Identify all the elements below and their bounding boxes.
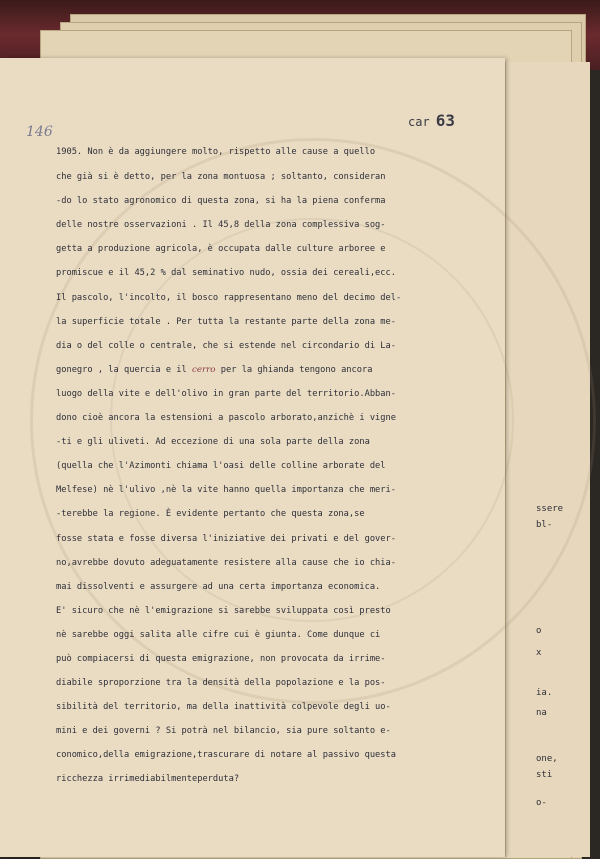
text-line: fosse stata e fosse diversa l'iniziative dei privati e del gover- [56,533,396,544]
text-line: dono cioè ancora la estensioni a pascolo arborato,anzichè i vigne [56,413,396,424]
fragment: ssere [536,504,564,514]
text-line: E' sicuro che nè l'emigrazione si sarebbe sviluppata così presto [56,605,391,616]
text-line: nè sarebbe oggi salita alle cifre cui è giunta. Come dunque ci [56,629,381,640]
fragment: bl- [536,520,553,530]
text-line-end: per la ghianda tengono ancora [215,364,373,375]
typed-text-block [56,140,476,792]
fragment: sti [536,770,553,780]
text-line: 1905. Non è da aggiungere molto, rispetto alle cause a quello [56,147,376,157]
text-line [56,358,476,382]
fragment: ia. [536,688,553,698]
text-line: la superficie totale . Per tutta la restante parte della zona me- [56,316,396,327]
text-line: no,avrebbe dovuto adeguatamente resistere alla cause che io chia- [56,557,396,568]
fragment: x [536,648,542,658]
text-line: conomico,della emigrazione,trascurare di notare al passivo questa [56,750,396,761]
fragment: one, [536,754,558,764]
text-line: mini e dei governi ? Si potrà nel bilancio, sia pure soltanto e- [56,726,391,737]
page-number [408,111,455,130]
handwritten-insert: cerro [192,364,216,375]
text-line-start: gonegro , la quercia e il [56,364,192,375]
text-line: sibilità del territorio, ma della inattività colpevole degli uo- [56,702,391,713]
page-number-value: 63 [435,111,455,130]
text-line: (quella che l'Azimonti chiama l'oasi delle colline arborate del [56,461,386,472]
text-line: luogo della vite e dell'olivo in gran parte del territorio.Abban- [56,388,396,399]
text-line: diabile sproporzione tra la densità della popolazione e la pos- [56,678,386,689]
text-line: promiscue e il 45,2 % dal seminativo nudo, ossia dei cereali,ecc. [56,268,396,279]
text-line: che già si è detto, per la zona montuosa ; soltanto, consideran [56,172,386,183]
fragment: o [536,626,542,636]
text-line: ricchezza irrimediabilmenteperduta? [56,774,240,785]
text-line: -do lo stato agronomico di questa zona, si ha la piena conferma [56,196,386,207]
fragment: o- [536,798,547,808]
text-line: può compiacersi di questa emigrazione, non provocata da irrime- [56,653,386,664]
text-line: mai dissolventi e assurgere ad una certa importanza economica. [56,581,381,592]
margin-number: 146 [26,124,53,140]
text-line: Il pascolo, l'incolto, il bosco rappresentano meno del decimo del- [56,292,402,303]
text-line: -ti e gli uliveti. Ad eccezione di una sola parte della zona [56,437,370,448]
text-line: dia o del colle o centrale, che si estende nel circondario di La- [56,340,396,351]
fragment: na [536,708,547,718]
text-line: delle nostre osservazioni . Il 45,8 della zona complessiva sog- [56,220,386,231]
text-line: -terebbe la regione. È evidente pertanto che questa zona,se [56,509,365,520]
text-line: getta a produzione agricola, è occupata dalle culture arboree e [56,244,386,255]
text-line: Melfese) nè l'ulivo ,nè la vite hanno quella importanza che meri- [56,485,396,496]
page-number-prefix: car [408,115,430,129]
